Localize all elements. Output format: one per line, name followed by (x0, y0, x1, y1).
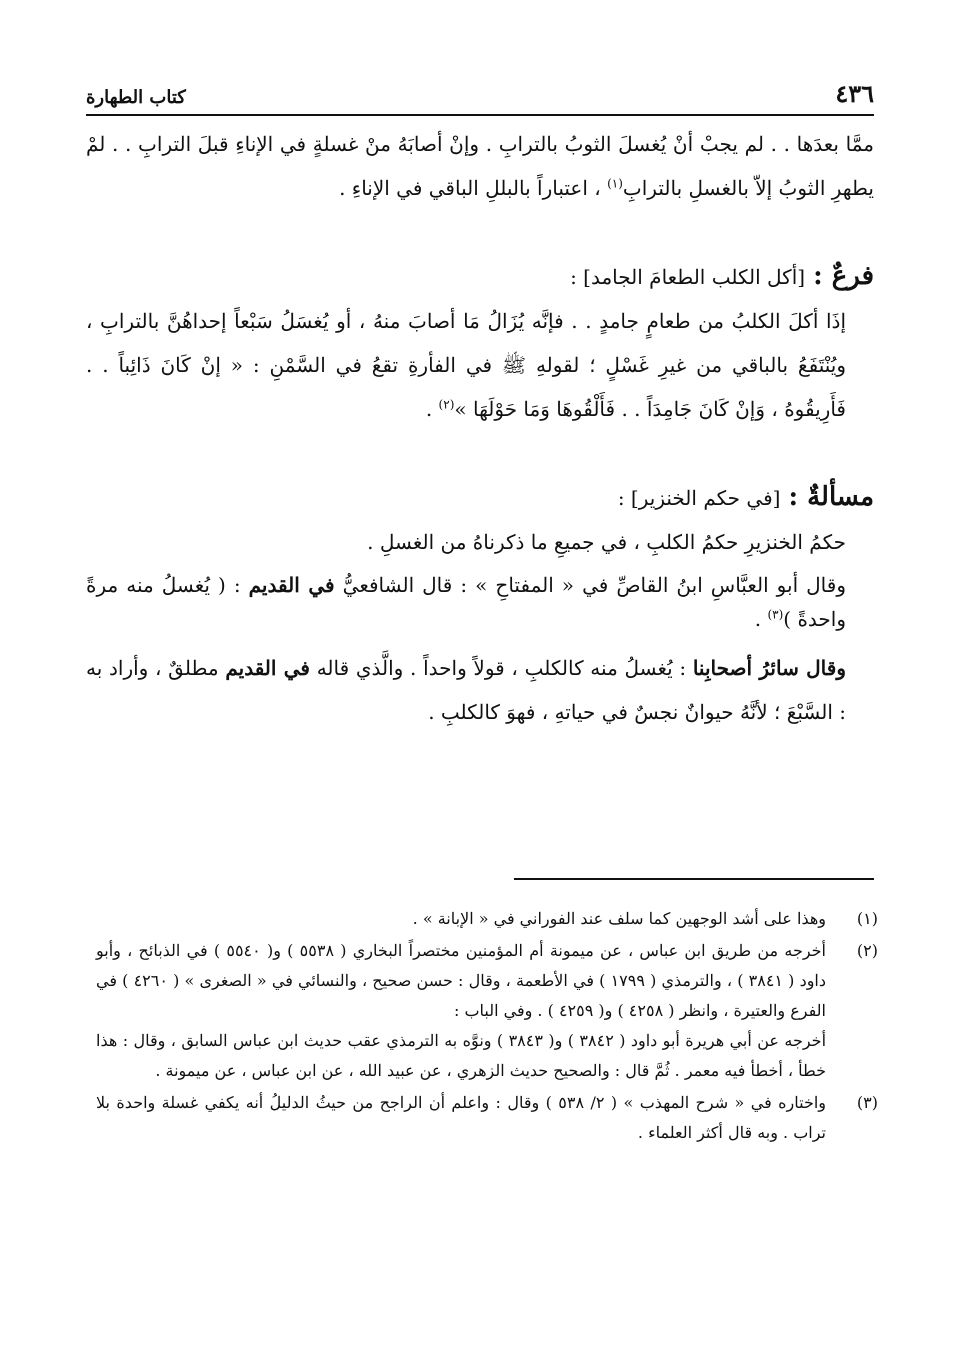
footnote-ref-3[interactable]: (٣) (767, 607, 784, 622)
footnote-3 (96, 1088, 878, 1148)
paragraph-2 (86, 299, 874, 431)
heading-word-masala: مسألةٌ : (788, 482, 874, 512)
footnote-2 (96, 936, 878, 1086)
footnote-line: أخرجه عن أبي هريرة أبو داود ( ٣٨٤٢ ) و( ٣٨٤٣ ) ونوَّه به الترمذي عقب حديث ابن عباس السابق ، وقال : هذا خطأ ، أخطأ فيه معمر . ثُمَّ قال : والصحيح حديث الزهري ، عن عبيد الله ، عن ابن عباس ، عن ميمونة . (96, 1031, 827, 1080)
paragraph-5-text-a: : يُغسلُ منه كالكلبِ ، قولاً واحداً . والَّذي قاله (310, 656, 693, 680)
footnote-1 (96, 904, 878, 934)
heading-title-masala: [في حكم الخنزير] : (617, 486, 781, 510)
footnote-ref-1[interactable]: (١) (607, 176, 623, 191)
footnote-number: (٣) (856, 1093, 878, 1112)
footnote-line: واختاره في « شرح المهذب » ( ٢/ ٥٣٨ ) وقال : واعلم أن الراجح من حيثُ الدليلُ أنه يكفي غسلة واحدة بلا تراب . وبه قال أكثر العلماء . (96, 1093, 827, 1142)
paragraph-5 (86, 646, 874, 734)
paragraph-5-text-b: مطلقٌ ، وأراد به : السَّبْعَ ؛ لأنَّهُ حيوانٌ نجسٌ في حياتهِ ، فهوَ كالكلبِ . (86, 656, 846, 724)
footnote-ref-2[interactable]: (٢) (438, 397, 455, 412)
heading-title-far: [أكل الكلب الطعامَ الجامد] : (570, 265, 806, 289)
paragraph-1 (86, 122, 874, 210)
paragraph-1-text: ممَّا بعدَها . . لم يجبْ أنْ يُغسلَ الثوبُ بالترابِ . وإنْ أصابَهُ منْ غسلةٍ في الإناءِ قبلَ الترابِ . . لمْ يطهرِ الثوبُ إلاّ بالغسلِ بالترابِ (86, 132, 875, 200)
footnote-number: (٢) (856, 941, 878, 960)
paragraph-1-tail: ، اعتباراً بالبللِ الباقي في الإناءِ . (339, 176, 608, 200)
spacer (86, 431, 874, 475)
section-heading-far (86, 254, 874, 299)
paragraph-2-text: إذَا أكلَ الكلبُ من طعامٍ جامدٍ . . فإنَّه يُزَالُ مَا أصابَ منهُ ، أو يُغسَلُ سَبْعاً إحداهُنَّ بالترابِ ، ويُنْتَفَعُ بالباقي من غيرِ غَسْلٍ ؛ لقولهِ ﷺ في الفأرةِ تقعُ في السَّمْنِ : « إنْ كَانَ ذَائِباً . . فَأَرِيقُوهُ ، وَإنْ كَانَ جَامِدَاً . . فَأَلْقُوهَا وَمَا حَوْلَهَا » (86, 309, 846, 421)
heading-word-far: فرعٌ : (813, 261, 874, 291)
paragraph-4-text-b: : ( يُغسلُ منه مرةً واحدةً ) (86, 573, 846, 631)
footnote-text (96, 904, 826, 934)
paragraph-2-tail: . (425, 397, 439, 421)
footnote-number: (١) (856, 909, 878, 928)
paragraph-5-bold-a: وقال سائرُ أصحابِنا (692, 656, 846, 680)
footnote-line: وهذا على أشد الوجهين كما سلف عند الفوراني في « الإبانة » . (412, 909, 826, 928)
paragraph-4-tail: . (754, 607, 768, 631)
footnote-text (96, 936, 826, 1086)
footnote-text (96, 1088, 826, 1148)
page-number: ٤٣٦ (835, 79, 874, 108)
footnote-rule (514, 878, 874, 880)
page-header (86, 76, 874, 108)
section-heading-masala (86, 475, 874, 520)
footnotes (96, 904, 878, 1150)
header-rule (86, 114, 874, 116)
footnote-line: أخرجه من طريق ابن عباس ، عن ميمونة أم المؤمنين مختصراً البخاري ( ٥٥٣٨ ) و( ٥٥٤٠ ) في الذبائح ، وأبو داود ( ٣٨٤١ ) ، والترمذي ( ١٧٩٩ ) في الأطعمة ، وقال : حسن صحيح ، والنسائي في « الصغرى » ( ٤٢٦٠ ) في الفرع والعتيرة ، وانظر ( ٤٢٥٨ ) و( ٤٢٥٩ ) . وفي الباب : (96, 941, 826, 1020)
paragraph-3: حكمُ الخنزيرِ حكمُ الكلبِ ، في جميعِ ما ذكرناهُ من الغسلِ . (367, 530, 846, 554)
running-head: كتاب الطهارة (86, 87, 186, 108)
paragraph-4-bold: في القديم (248, 573, 335, 597)
spacer (86, 210, 874, 254)
paragraph-4-text-a: وقال أبو العبَّاسِ ابنُ القاصِّ في « المفتاحِ » : قال الشافعيُّ (334, 573, 846, 597)
main-text (86, 122, 874, 734)
paragraph-5-bold-b: في القديم (225, 656, 310, 680)
paragraph-4 (86, 568, 874, 636)
